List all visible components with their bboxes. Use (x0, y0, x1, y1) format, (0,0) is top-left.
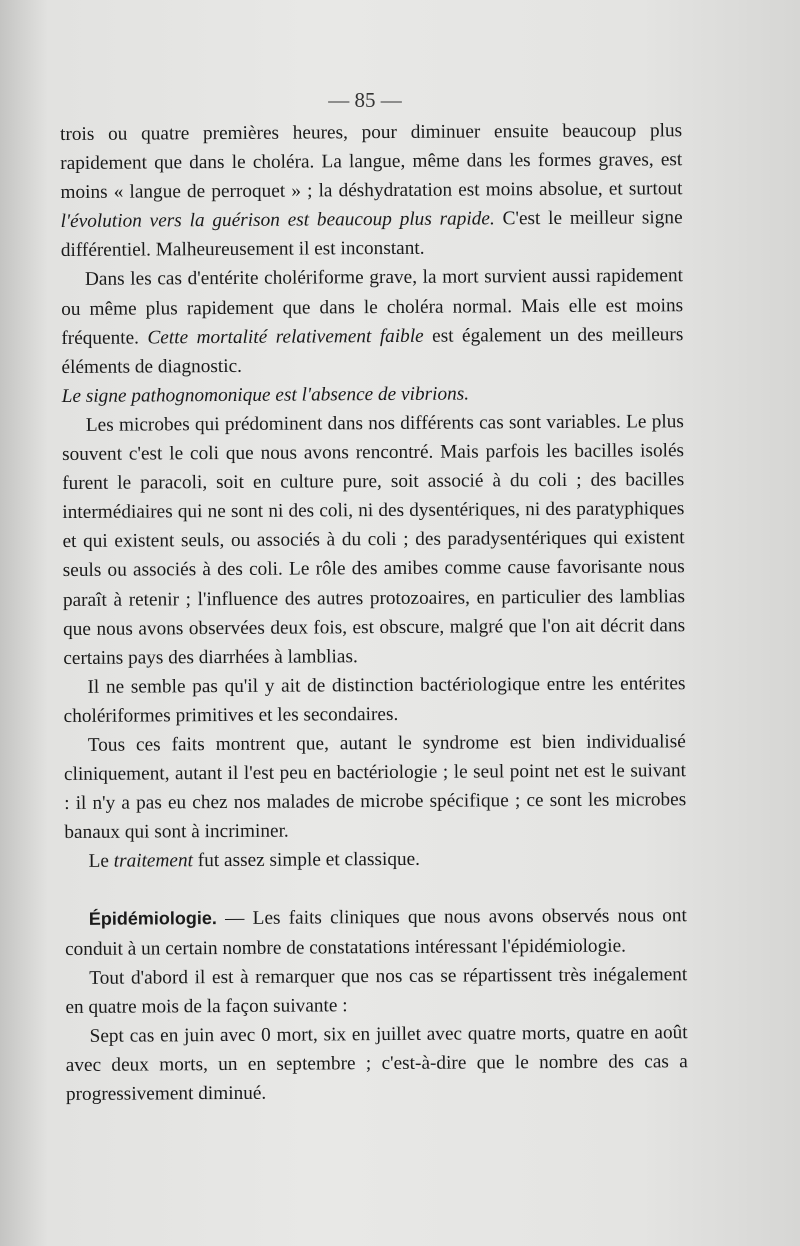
paragraph-3: Le signe pathognomonique est l'absence de vibrions. (61, 383, 470, 407)
paragraph-2: Dans les cas d'entérite cholériforme grave, la mort survient aussi rapidement ou même plus rapidement que dans le choléra normal. Mais elle est moins fréquente. Cette mortalité relativement faible est également un des meilleurs éléments de diagnostic. (61, 265, 684, 378)
body-text (60, 116, 688, 1109)
paragraph-7: Le traitement fut assez simple et classique. (88, 849, 421, 873)
italic-emphasis: traitement (113, 850, 194, 873)
italic-emphasis: Cette mortalité relativement faible (147, 325, 424, 349)
paragraph-6: Tous ces faits montrent que, autant le syndrome est bien individualisé cliniquement, autant il l'est peu en bactériologie ; le seul point net est le suivant : il n'y a pas eu chez nos malades de microbe spécifique ; ce sont les microbes banaux qui sont à incriminer. (63, 731, 687, 844)
paragraph-4: Les microbes qui prédominent dans nos différents cas sont variables. Le plus souvent c'est le coli que nous avons rencontré. Mais parfois les bacilles isolés furent le paracoli, soit en culture pure, soit associé à du coli ; des bacilles intermédiaires qui ne sont ni des coli, ni des dysentériques, ni des paratyphiques et qui existent seuls, ou associés à du coli ; des paradysentériques qui existent seuls ou associés à des coli. Le rôle des amibes comme cause favorisante nous paraît à retenir ; l'influence des autres protozoaires, en particulier des lamblias que nous avons observées deux fois, est obscure, malgré que l'on ait décrit dans certains pays des diarrhées à lamblias. (61, 411, 686, 669)
paragraph-8: Épidémiologie. — Les faits cliniques que nous avons observés nous ont conduit à un certain nombre de constatations intéressant l'épidémiologie. (65, 905, 687, 960)
paragraph-9: Tout d'abord il est à remarquer que nos cas se répartissent très inégalement en quatre mois de la façon suivante : (65, 963, 688, 1018)
paragraph-5: Il ne semble pas qu'il y ait de distinction bactériologique entre les entérites cholériformes primitives et les secondaires. (63, 672, 686, 727)
page-number: — 85 — (328, 88, 402, 112)
italic-emphasis: l'évolution vers la guérison est beaucoup plus rapide. (60, 208, 495, 233)
paragraph-1: trois ou quatre premières heures, pour diminuer ensuite beaucoup plus rapidement que dans le choléra. La langue, même dans les formes graves, est moins « langue de perroquet » ; la déshydratation est moins absolue, et surtout l'évolution vers la guérison est beaucoup plus rapide. C'est le meilleur signe différentiel. Malheureusement il est inconstant. (60, 120, 683, 262)
section-heading: Épidémiologie. (88, 908, 217, 930)
paragraph-10: Sept cas en juin avec 0 mort, six en juillet avec quatre morts, quatre en août avec deux morts, un en septembre ; c'est-à-dire que le nombre des cas a progressivement diminué. (65, 1021, 688, 1105)
